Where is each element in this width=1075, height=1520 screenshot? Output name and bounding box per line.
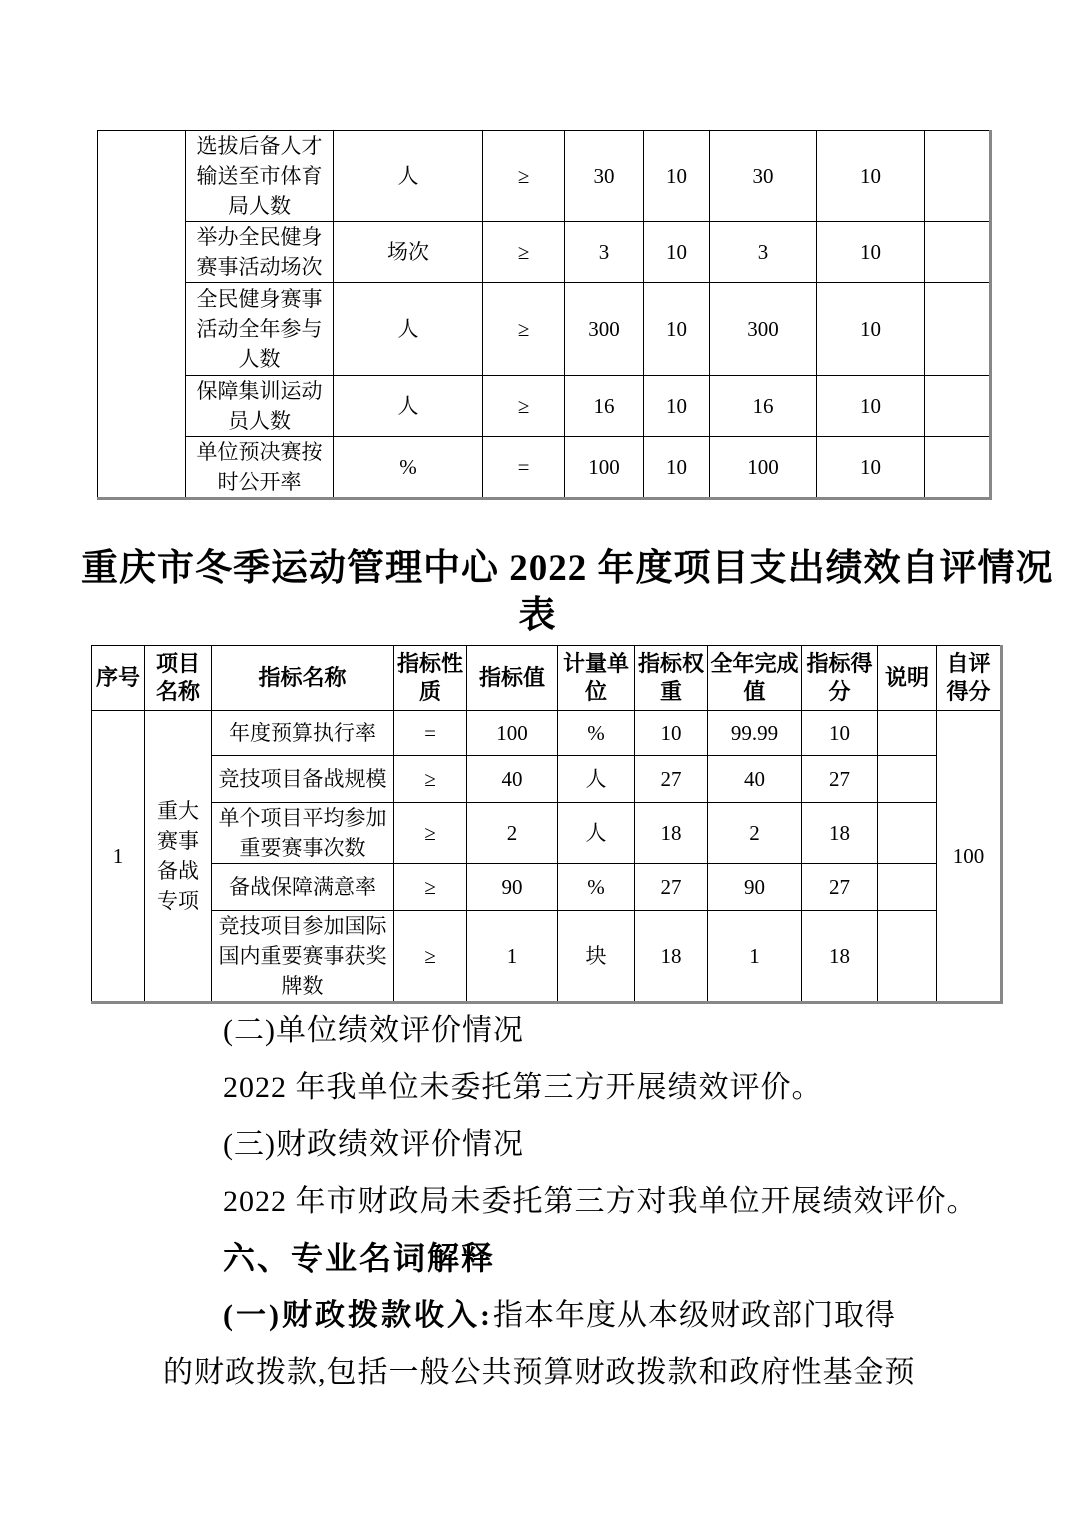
indicator-name-cell: 竞技项目参加国际国内重要赛事获奖牌数 xyxy=(212,911,394,1003)
unit-cell: % xyxy=(558,711,635,756)
table-row xyxy=(92,911,1002,1003)
unit-cell: 人 xyxy=(558,756,635,803)
target-value-cell: 2 xyxy=(467,803,558,864)
project-selfeval-table xyxy=(91,645,1003,1004)
term-definition-text: 指本年度从本级财政部门取得 xyxy=(492,1299,896,1332)
header-indicator-name: 指标名称 xyxy=(212,646,394,711)
paragraph-unit-eval-heading: (二)单位绩效评价情况 xyxy=(223,1014,524,1047)
weight-cell: 27 xyxy=(635,864,708,911)
score-cell: 18 xyxy=(802,911,878,1003)
paragraph-fiscal-eval-body: 2022 年市财政局未委托第三方对我单位开展绩效评价。 xyxy=(223,1185,978,1218)
indicator-name-cell: 举办全民健身赛事活动场次 xyxy=(186,222,334,283)
operator-cell: ≥ xyxy=(483,222,565,283)
target-value-cell: 100 xyxy=(467,711,558,756)
table-row xyxy=(98,376,991,437)
self-score-cell: 100 xyxy=(937,711,1002,1003)
unit-cell: 场次 xyxy=(334,222,483,283)
project-name-cell: 重大赛事备战专项 xyxy=(145,711,212,1003)
operator-cell: ≥ xyxy=(483,283,565,376)
completed-value-cell: 300 xyxy=(710,283,817,376)
unit-cell: 人 xyxy=(334,376,483,437)
table-row xyxy=(92,711,1002,756)
score-cell: 10 xyxy=(817,283,925,376)
table-row xyxy=(98,437,991,499)
unit-indicator-table xyxy=(97,130,992,500)
operator-cell: ≥ xyxy=(483,376,565,437)
score-cell: 10 xyxy=(817,437,925,499)
serial-cell: 1 xyxy=(92,711,145,1003)
completed-value-cell: 3 xyxy=(710,222,817,283)
completed-value-cell: 100 xyxy=(710,437,817,499)
score-cell: 10 xyxy=(817,222,925,283)
nature-cell: ≥ xyxy=(394,911,467,1003)
weight-cell: 10 xyxy=(644,222,710,283)
completed-value-cell: 90 xyxy=(708,864,802,911)
merged-left-cell xyxy=(98,131,186,499)
body-text xyxy=(163,1002,1023,1401)
paragraph-fiscal-eval-heading: (三)财政绩效评价情况 xyxy=(223,1128,524,1161)
weight-cell: 10 xyxy=(644,283,710,376)
indicator-name-cell: 选拔后备人才输送至市体育局人数 xyxy=(186,131,334,222)
term-name-bold: (一)财政拨款收入: xyxy=(223,1299,493,1332)
target-value-cell: 90 xyxy=(467,864,558,911)
indicator-name-cell: 全民健身赛事活动全年参与人数 xyxy=(186,283,334,376)
header-indicator-value: 指标值 xyxy=(467,646,558,711)
header-measure-unit: 计量单位 xyxy=(558,646,635,711)
indicator-name-cell: 年度预算执行率 xyxy=(212,711,394,756)
note-cell xyxy=(925,376,991,437)
target-value-cell: 16 xyxy=(565,376,644,437)
section-title-line1: 重庆市冬季运动管理中心 2022 年度项目支出绩效自评情况 xyxy=(81,548,1054,589)
table-row xyxy=(92,756,1002,803)
section-title xyxy=(81,545,1054,639)
header-indicator-weight: 指标权重 xyxy=(635,646,708,711)
section-heading-terms: 六、专业名词解释 xyxy=(223,1240,496,1276)
completed-value-cell: 30 xyxy=(710,131,817,222)
target-value-cell: 30 xyxy=(565,131,644,222)
paragraph-unit-eval-body: 2022 年我单位未委托第三方开展绩效评价。 xyxy=(223,1071,823,1104)
weight-cell: 18 xyxy=(635,911,708,1003)
nature-cell: ≥ xyxy=(394,756,467,803)
score-cell: 10 xyxy=(802,711,878,756)
note-cell xyxy=(878,864,937,911)
indicator-name-cell: 保障集训运动员人数 xyxy=(186,376,334,437)
note-cell xyxy=(925,437,991,499)
header-self-score: 自评得分 xyxy=(937,646,1002,711)
unit-cell: % xyxy=(334,437,483,499)
score-cell: 27 xyxy=(802,756,878,803)
header-row xyxy=(92,646,1002,711)
target-value-cell: 3 xyxy=(565,222,644,283)
nature-cell: = xyxy=(394,711,467,756)
operator-cell: = xyxy=(483,437,565,499)
unit-cell: 人 xyxy=(334,283,483,376)
target-value-cell: 1 xyxy=(467,911,558,1003)
header-annual-completed: 全年完成值 xyxy=(708,646,802,711)
weight-cell: 10 xyxy=(635,711,708,756)
unit-cell: % xyxy=(558,864,635,911)
nature-cell: ≥ xyxy=(394,803,467,864)
score-cell: 27 xyxy=(802,864,878,911)
indicator-name-cell: 备战保障满意率 xyxy=(212,864,394,911)
target-value-cell: 40 xyxy=(467,756,558,803)
completed-value-cell: 2 xyxy=(708,803,802,864)
completed-value-cell: 16 xyxy=(710,376,817,437)
header-project-name: 项目名称 xyxy=(145,646,212,711)
table-row xyxy=(98,131,991,222)
note-cell xyxy=(878,911,937,1003)
weight-cell: 18 xyxy=(635,803,708,864)
header-serial: 序号 xyxy=(92,646,145,711)
indicator-name-cell: 单个项目平均参加重要赛事次数 xyxy=(212,803,394,864)
indicator-name-cell: 单位预决赛按时公开率 xyxy=(186,437,334,499)
unit-cell: 人 xyxy=(334,131,483,222)
completed-value-cell: 40 xyxy=(708,756,802,803)
nature-cell: ≥ xyxy=(394,864,467,911)
section-title-line2: 表 xyxy=(518,595,557,636)
table-row xyxy=(92,864,1002,911)
note-cell xyxy=(925,283,991,376)
table-row xyxy=(98,283,991,376)
unit-cell: 块 xyxy=(558,911,635,1003)
weight-cell: 10 xyxy=(644,437,710,499)
score-cell: 18 xyxy=(802,803,878,864)
table-row xyxy=(92,803,1002,864)
note-cell xyxy=(878,711,937,756)
target-value-cell: 300 xyxy=(565,283,644,376)
weight-cell: 27 xyxy=(635,756,708,803)
score-cell: 10 xyxy=(817,131,925,222)
header-indicator-score: 指标得分 xyxy=(802,646,878,711)
note-cell xyxy=(878,803,937,864)
unit-cell: 人 xyxy=(558,803,635,864)
table-row xyxy=(98,222,991,283)
target-value-cell: 100 xyxy=(565,437,644,499)
weight-cell: 10 xyxy=(644,131,710,222)
operator-cell: ≥ xyxy=(483,131,565,222)
completed-value-cell: 1 xyxy=(708,911,802,1003)
paragraph-term-definition-line1 xyxy=(163,1287,1023,1344)
completed-value-cell: 99.99 xyxy=(708,711,802,756)
header-note: 说明 xyxy=(878,646,937,711)
header-indicator-nature: 指标性质 xyxy=(394,646,467,711)
indicator-name-cell: 竞技项目备战规模 xyxy=(212,756,394,803)
note-cell xyxy=(925,131,991,222)
weight-cell: 10 xyxy=(644,376,710,437)
score-cell: 10 xyxy=(817,376,925,437)
note-cell xyxy=(925,222,991,283)
note-cell xyxy=(878,756,937,803)
paragraph-term-definition-line2: 的财政拨款,包括一般公共预算财政拨款和政府性基金预 xyxy=(163,1356,916,1389)
